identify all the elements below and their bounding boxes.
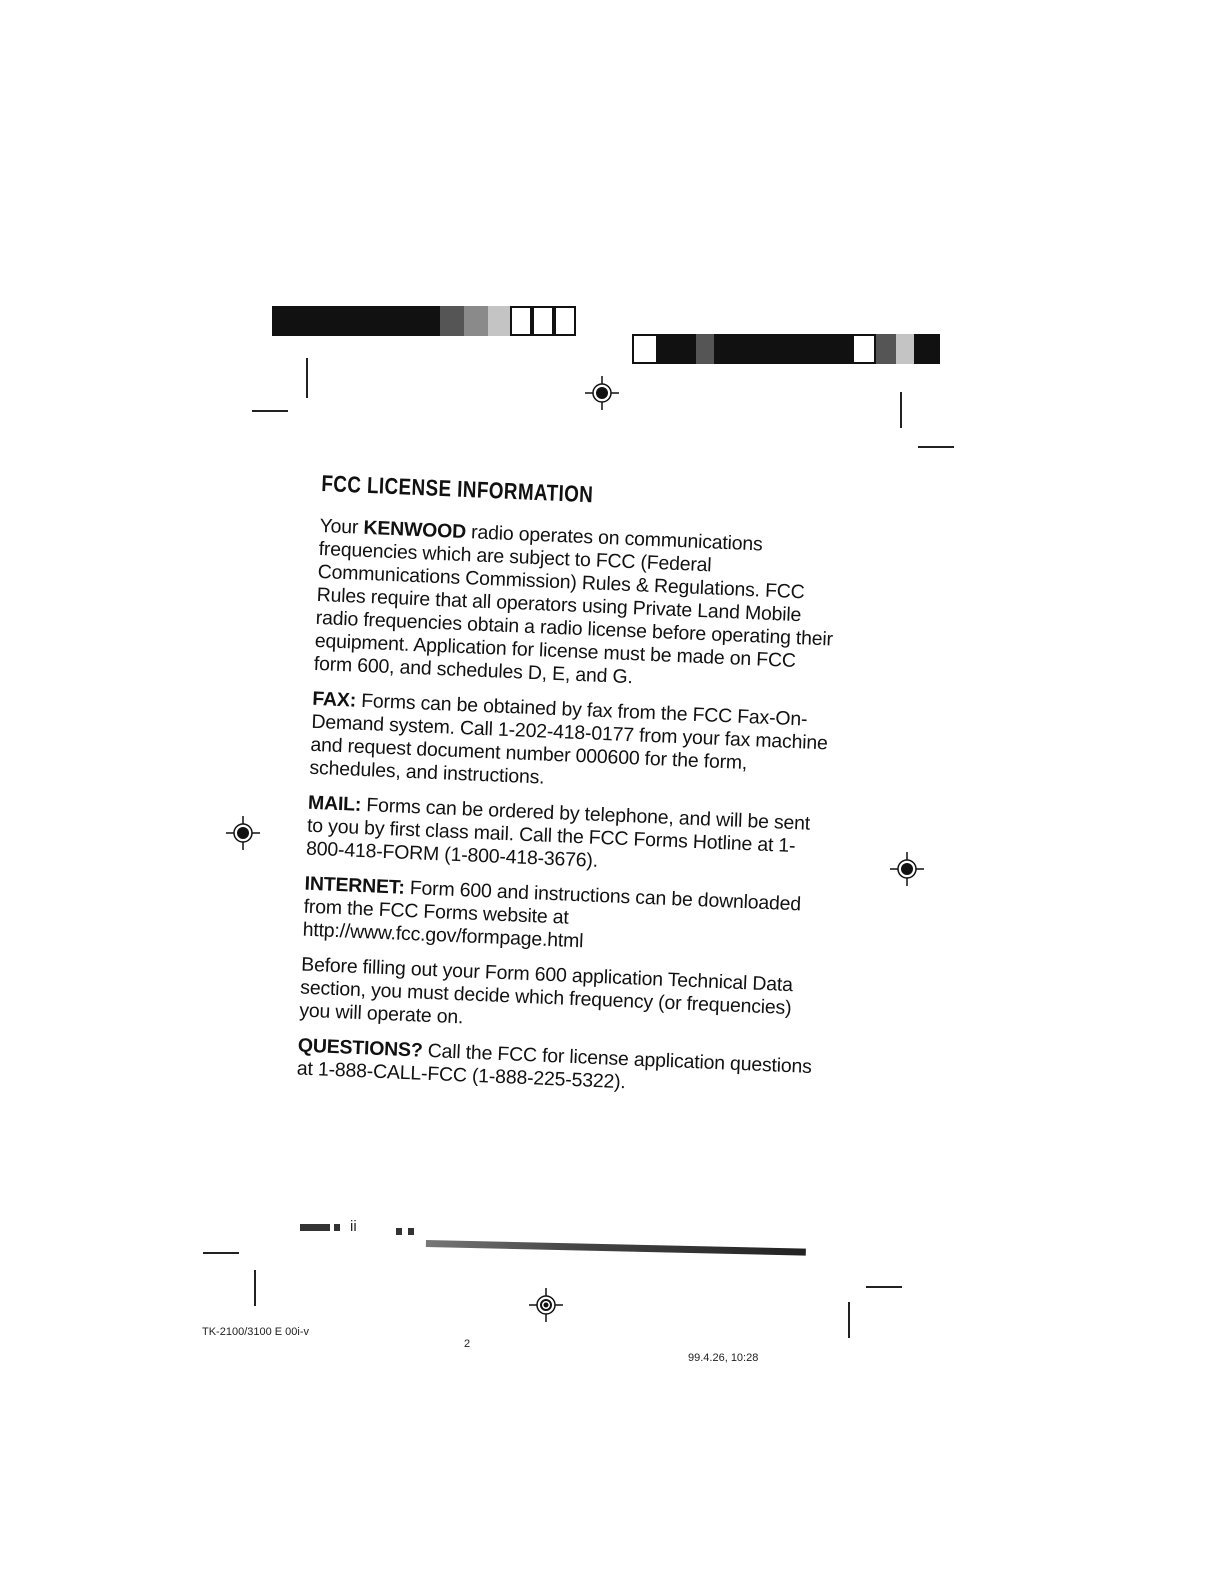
paragraph-lead: MAIL:	[307, 791, 362, 816]
footer-page-number: 2	[464, 1338, 471, 1350]
crop-mark-bottom-left-vertical	[254, 1270, 256, 1306]
paragraph-lead: QUESTIONS?	[297, 1034, 423, 1062]
crop-mark-bottom-right-horizontal	[866, 1286, 902, 1288]
paragraph-text: Call the FCC for license application questions at 1-888-CALL-FCC (1-888-225-5322).	[296, 1039, 813, 1094]
page-content	[296, 470, 842, 1114]
paragraph-lead: KENWOOD	[362, 516, 467, 544]
crop-mark-bottom-right-vertical	[848, 1302, 850, 1338]
page-marker-block	[408, 1228, 414, 1235]
crop-mark-top-right-horizontal	[918, 446, 954, 448]
crop-mark-top-right-vertical	[900, 392, 902, 428]
paragraph-mail	[306, 792, 828, 883]
paragraph-intro	[313, 515, 839, 698]
paragraph-lead: FAX:	[311, 687, 357, 712]
crop-mark-bottom-left-horizontal	[203, 1252, 239, 1254]
paragraph-questions	[296, 1035, 817, 1103]
paragraph-text: radio operates on communications frequencies which are subject to FCC (Federal Communications Commission) Rules & Regulations. FCC Rules require that all operators using Private Land Mobile radio frequencies obtain a radio license before operating their equipment. Application for license must be made on FCC form 600, and schedules D, E, and G.	[313, 521, 834, 689]
calibration-bar-right	[632, 334, 940, 364]
registration-mark-icon	[226, 816, 260, 850]
paragraph-text: Forms can be ordered by telephone, and will be sent to you by first class mail. Call the FCC Forms Hotline at 1-800-418-FORM (1-800-418-3676).	[305, 793, 811, 872]
paragraph-fax	[309, 688, 832, 802]
paragraph-text: Forms can be obtained by fax from the FCC Fax-On-Demand system. Call 1-202-418-0177 from your fax machine and request document number 000600 for the form, schedules, and instructions.	[309, 689, 829, 789]
paragraph-lead: INTERNET:	[304, 872, 406, 899]
registration-mark-icon	[890, 852, 924, 886]
page-title: FCC LICENSE INFORMATION	[320, 470, 594, 508]
crop-mark-top-left-horizontal	[252, 410, 288, 412]
crop-mark-top-left-vertical	[306, 358, 308, 398]
paragraph-text: Before filling out your Form 600 application Technical Data section, you must decide which frequency (or frequencies) you will operate on.	[298, 953, 794, 1029]
page-marker-block	[396, 1228, 402, 1235]
paragraph-lead-before: Your	[319, 514, 364, 539]
paragraph-text: Form 600 and instructions can be downloaded from the FCC Forms website at http://www.fcc.gov/formpage.html	[302, 876, 802, 953]
registration-mark-icon	[585, 376, 619, 410]
page-roman-number: ii	[350, 1218, 357, 1235]
registration-mark-icon	[529, 1288, 563, 1322]
footer-timestamp: 99.4.26, 10:28	[688, 1352, 759, 1364]
calibration-bar-left	[272, 306, 576, 336]
paragraph-internet	[302, 873, 824, 964]
paragraph-before-filling	[299, 954, 821, 1045]
footer-file-name: TK-2100/3100 E 00i-v	[202, 1326, 310, 1338]
page-marker-block	[334, 1224, 340, 1231]
bottom-print-strip	[426, 1240, 806, 1256]
page-marker-block	[300, 1224, 330, 1231]
